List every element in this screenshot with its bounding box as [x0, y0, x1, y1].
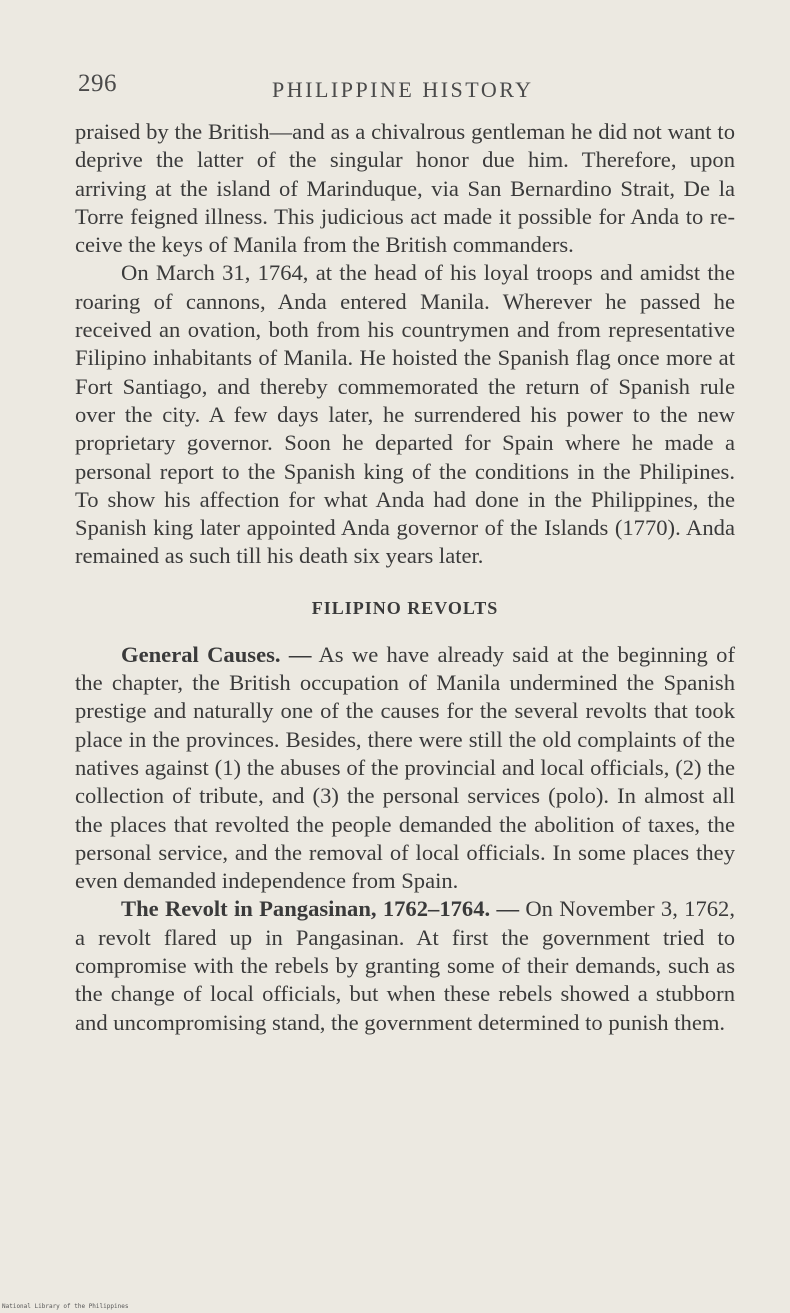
paragraph-1: praised by the British—and as a chivalrous gentleman he did not want to deprive the latter of the singular honor due him. Therefore, upon arriving at the island of Marinduque, via San Bernardino Strait, De la Torre feigned illness. This judicious act made it possible for Anda to receive the keys of Manila from the British commanders. [75, 119, 735, 258]
body-text [75, 118, 735, 1037]
run-in-heading-pangasinan: The Revolt in Pangasinan, 1762–1764. — [121, 896, 520, 922]
footer-credit: National Library of the Philippines [2, 1303, 129, 1310]
paragraph-pangasinan-text: On November 3, 1762, a revolt flared up in Pangasinan. At first the government tried to compromise with the rebels by granting some of their demands, such as the change of local officials, but when these rebels showed a stubborn and uncompromising stand, the government determined to punish them. [75, 896, 735, 1035]
page-number: 296 [78, 70, 117, 97]
running-title: PHILIPPINE HISTORY [272, 77, 534, 102]
paragraph-pangasinan-revolt [75, 895, 735, 1036]
paragraph-general-causes [75, 641, 735, 896]
section-heading: FILIPINO REVOLTS [311, 597, 499, 618]
run-in-heading-general-causes: General Causes. — [121, 641, 312, 667]
paragraph-general-causes-text: As we have already said at the beginning of the chapter, the British occupation of Manila undermined the Spanish prestige and naturally one of the causes for the several revolts that took place in the provinces. Besides, there were still the old complaints of the natives against (1) the abuses of the provincial and local officials, (2) the collection of tribute, and (3) the personal services (polo). In almost all the places that revolted the people demanded the abolition of taxes, the personal service, and the removal of local officials. In some places they even demanded independence from Spain. [75, 641, 735, 894]
paragraph-2: On March 31, 1764, at the head of his loyal troops and amidst the roaring of cannons, Anda entered Manila. Wherever he passed he received an ovation, both from his countrymen and from representative Filipino inhabitants of Manila. He hoisted the Spanish flag once more at Fort Santiago, and thereby commemorated the return of Spanish rule over the city. A few days later, he surrendered his power to the new proprietary governor. Soon he departed for Spain where he made a personal report to the Spanish king of the conditions in the Philipines. To show his affection for what Anda had done in the Philippines, the Spanish king later appointed Anda governor of the Islands (1770). Anda remained as such till his death six years later. [75, 260, 735, 569]
